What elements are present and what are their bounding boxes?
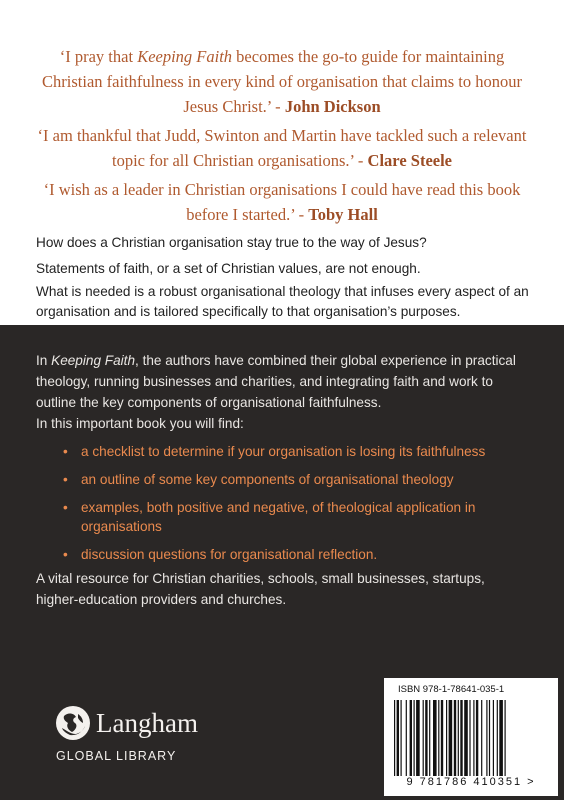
list-item (36, 470, 516, 489)
desc-text: In (36, 353, 52, 368)
intro-question: How does a Christian organisation stay true to the way of Jesus? (36, 235, 427, 250)
quote-text: ‘I wish as a leader in Christian organisations I could have read this book before I started.’ - (43, 180, 521, 224)
quote-text: becomes the go-to guide for maintaining Christian faithfulness in every kind of organisation that claims to honour Jesus Christ.’ - (42, 47, 522, 116)
bullet-icon: • (63, 547, 68, 562)
quote-text: ‘I pray that (59, 47, 138, 66)
list-item-text: an outline of some key components of organisational theology (81, 472, 454, 487)
barcode-digits: 9 781786 410351 > (406, 776, 536, 788)
isbn-label: ISBN 978-1-78641-035-1 (398, 684, 505, 695)
book-title-italic: Keeping Faith (51, 353, 136, 368)
list-intro: In this important book you will find: (36, 416, 244, 431)
quote-author: Toby Hall (308, 205, 378, 224)
bullet-icon: • (63, 444, 68, 459)
barcode-bars (392, 700, 552, 776)
quote-text: ‘I am thankful that Judd, Swinton and Martin have tackled such a relevant topic for all Christian organisations.’ - (37, 126, 527, 170)
bullet-icon: • (63, 472, 68, 487)
quote-author: John Dickson (284, 97, 381, 116)
publisher-name: Langham (96, 708, 198, 738)
intro-statement: Statements of faith, or a set of Christian values, are not enough. (36, 261, 421, 276)
list-item-text: examples, both positive and negative, of theological application in organisations (81, 500, 476, 534)
globe-hand-icon (56, 706, 90, 740)
endorsement-quote-1 (34, 44, 530, 119)
endorsement-quote-2 (34, 123, 530, 173)
publisher-logo (56, 706, 256, 766)
bullet-icon: • (63, 500, 68, 515)
quote-author: Clare Steele (367, 151, 452, 170)
list-item-text: a checklist to determine if your organisation is losing its faithfulness (81, 444, 486, 459)
top-section (0, 0, 564, 325)
feature-list (36, 442, 516, 573)
publisher-subtitle: GLOBAL LIBRARY (56, 749, 177, 763)
barcode (384, 678, 558, 796)
list-item-text: discussion questions for organisational reflection. (81, 547, 378, 562)
list-item (36, 545, 516, 564)
list-item (36, 442, 516, 461)
closing-paragraph: A vital resource for Christian charities, schools, small businesses, startups, higher-education providers and churches. (36, 571, 485, 607)
intro-need: What is needed is a robust organisational theology that infuses every aspect of an organisation and is tailored specifically to that organisation’s purposes. (36, 284, 529, 319)
book-title-italic: Keeping Faith (137, 47, 233, 66)
description-paragraph (36, 350, 528, 413)
desc-text: , the authors have combined their global experience in practical theology, running businesses and charities, and integrating faith and work to outline the key components of organisational faithfulness. (36, 353, 516, 410)
list-item (36, 498, 516, 536)
endorsement-quote-3 (34, 177, 530, 227)
